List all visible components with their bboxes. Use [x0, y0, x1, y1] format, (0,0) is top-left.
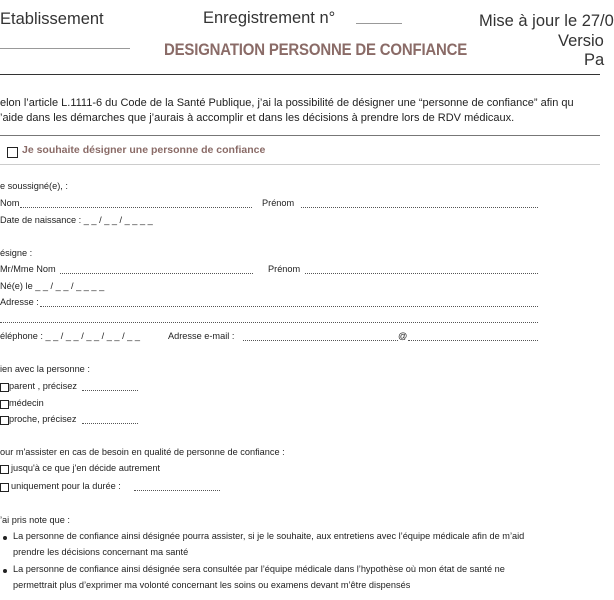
- designate-checkbox[interactable]: [7, 147, 18, 158]
- bullet: [3, 536, 7, 540]
- link-parent-label: parent , précisez: [9, 381, 77, 391]
- bullet: [3, 569, 7, 573]
- designate-email-domain-field[interactable]: [408, 340, 538, 341]
- designate-address-label: Adresse :: [0, 297, 39, 307]
- link-relative-field[interactable]: [82, 423, 138, 424]
- header-divider: [0, 74, 600, 75]
- intro-line-1: elon l’article L.1111-6 du Code de la Santé Publique, j’ai la possibilité de désigner une “personne de confiance” afin qu: [0, 97, 574, 109]
- intro-line-2: ’aide dans les démarches que j’aurais à accomplir et dans les décisions à prendre lors de RDV médicaux.: [0, 112, 515, 124]
- noted-item-2-line-2: permettrait plus d’exprimer ma volonté concernant les soins ou examens devant m’être dispensés: [13, 580, 411, 590]
- designate-heading: ésigne :: [0, 248, 33, 258]
- link-doctor-checkbox[interactable]: [0, 400, 9, 409]
- designate-email-label: Adresse e-mail :: [168, 331, 235, 341]
- noted-item-1-line-2: prendre les décisions concernant ma santé: [13, 547, 189, 557]
- establishment-line: [0, 48, 130, 49]
- link-heading: ien avec la personne :: [0, 364, 90, 374]
- email-at-sign: @: [398, 331, 408, 341]
- link-doctor-label: médecin: [9, 398, 44, 408]
- noted-item-2-line-1: La personne de confiance ainsi désignée sera consultée par l’équipe médicale dans l’hypothèse où mon état de santé ne: [13, 564, 505, 574]
- link-relative-label: proche, précisez: [9, 414, 77, 424]
- document-title: DESIGNATION PERSONNE DE CONFIANCE: [164, 40, 468, 59]
- undersigned-nom-field[interactable]: [20, 207, 252, 208]
- designate-email-user-field[interactable]: [243, 340, 398, 341]
- designate-choice-label: Je souhaite désigner une personne de confiance: [22, 144, 266, 156]
- designate-address-field-2[interactable]: [0, 322, 538, 323]
- undersigned-prenom-field[interactable]: [301, 207, 538, 208]
- designate-prenom-field[interactable]: [305, 273, 538, 274]
- designate-birthdate[interactable]: Né(e) le _ _ / _ _ / _ _ _ _: [0, 281, 105, 291]
- link-parent-checkbox[interactable]: [0, 383, 9, 392]
- establishment-label: Etablissement: [0, 10, 104, 28]
- assist-duration-field[interactable]: [134, 490, 220, 491]
- link-relative-checkbox[interactable]: [0, 416, 9, 425]
- page-label: Pa: [584, 51, 605, 69]
- assist-heading: our m'assister en cas de besoin en qualité de personne de confiance :: [0, 447, 285, 457]
- link-parent-field[interactable]: [82, 390, 138, 391]
- intro-divider: [0, 135, 600, 136]
- assist-until-checkbox[interactable]: [0, 465, 9, 474]
- undersigned-heading: e soussigné(e), :: [0, 181, 68, 191]
- assist-duration-label: uniquement pour la durée :: [11, 481, 121, 491]
- designate-name-label: Mr/Mme Nom: [0, 264, 56, 274]
- designate-phone[interactable]: éléphone : _ _ / _ _ / _ _ / _ _ / _ _: [0, 331, 140, 341]
- undersigned-birthdate[interactable]: Date de naissance : _ _ / _ _ / _ _ _ _: [0, 215, 153, 225]
- noted-item-1-line-1: La personne de confiance ainsi désignée pourra assister, si je le souhaite, aux entretiens avec l’équipe médicale afin de m’aid: [13, 531, 525, 541]
- registration-label: Enregistrement n°: [203, 9, 336, 27]
- registration-line: [356, 23, 402, 24]
- assist-until-label: jusqu'à ce que j'en décide autrement: [11, 463, 161, 473]
- designate-address-field[interactable]: [40, 306, 538, 307]
- designate-name-field[interactable]: [60, 273, 253, 274]
- version-label: Versio: [558, 32, 604, 50]
- designate-prenom-label: Prénom: [268, 264, 301, 274]
- noted-heading: ’ai pris note que :: [0, 515, 70, 525]
- undersigned-prenom-label: Prénom: [262, 198, 295, 208]
- choice-divider: [0, 164, 600, 165]
- update-label: Mise à jour le 27/0: [479, 12, 614, 30]
- assist-duration-checkbox[interactable]: [0, 483, 9, 492]
- undersigned-nom-label: Nom: [0, 198, 20, 208]
